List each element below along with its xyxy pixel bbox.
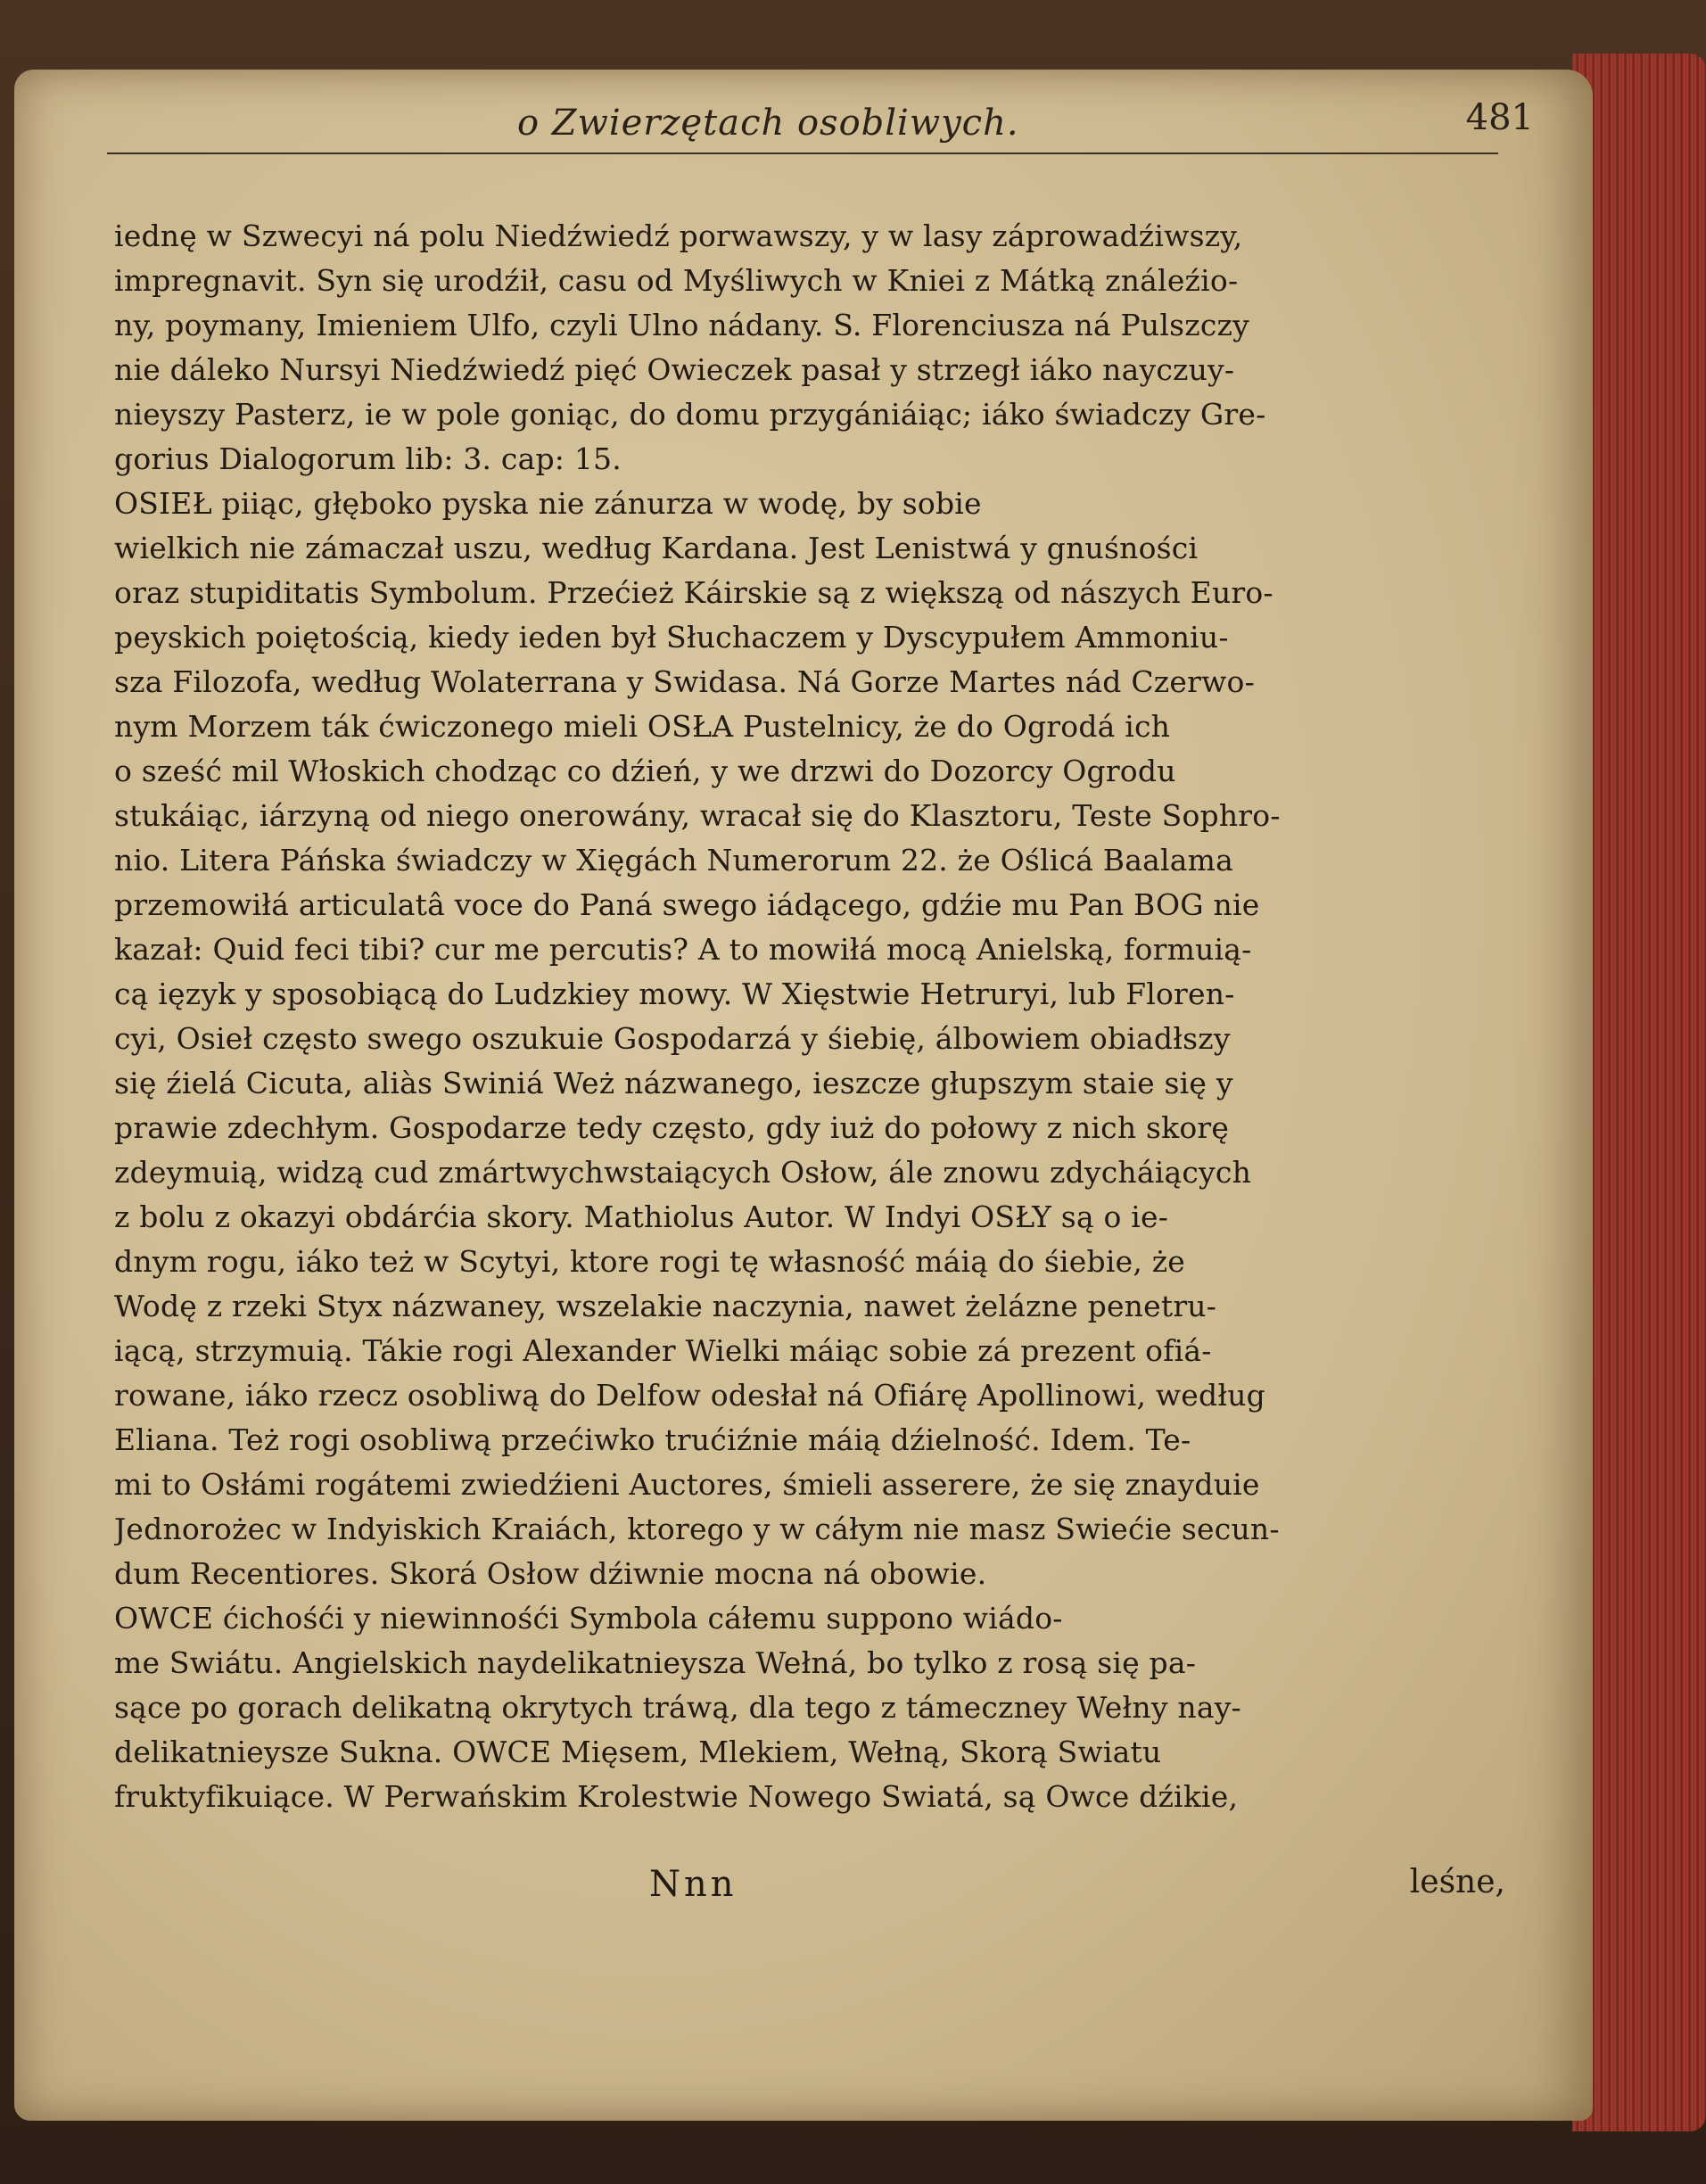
page-footer [114, 1864, 1505, 1917]
text-line: dum Recentiores. Skorá Osłow dźiwnie mocna ná obowie. [114, 1556, 987, 1591]
header-rule [107, 152, 1498, 154]
text-line: nym Morzem ták ćwiczonego mieli OSŁA Pustelnicy, że do Ogrodá ich [114, 709, 1171, 744]
text-line: OSIEŁ piiąc, głęboko pyska nie zánurza w wodę, by sobie [114, 486, 982, 521]
text-line: wielkich nie zámaczał uszu, według Kardana. Jest Lenistwá y gnuśności [114, 531, 1199, 565]
text-line: sące po gorach delikatną okrytych tráwą, dla tego z támeczney Wełny nay- [114, 1690, 1241, 1725]
text-line: OWCE ćichośći y niewinnośći Symbola cáłemu suppono wiádo- [114, 1601, 1063, 1636]
text-line: iednę w Szwecyi ná polu Niedźwiedź porwawszy, y w lasy záprowadźiwszy, [114, 218, 1243, 253]
text-line: cyi, Osieł często swego oszukuie Gospodarzá y śiebię, álbowiem obiadłszy [114, 1021, 1231, 1056]
text-line: sza Filozofa, według Wolaterrana y Swidasa. Ná Gorze Martes nád Czerwo- [114, 664, 1255, 699]
text-line: się źielá Cicuta, aliàs Swiniá Weż názwanego, ieszcze głupszym staie się y [114, 1066, 1233, 1100]
text-line: peyskich poiętością, kiedy ieden był Słuchaczem y Dyscypułem Ammoniu- [114, 620, 1229, 655]
running-head [107, 97, 1534, 156]
text-line: delikatnieysze Sukna. OWCE Mięsem, Mlekiem, Wełną, Skorą Swiatu [114, 1735, 1162, 1769]
page-number: 481 [1465, 97, 1534, 138]
text-line: Jednorożec w Indyiskich Kraiách, ktorego y w cáłym nie masz Swiećie secun- [114, 1512, 1280, 1546]
text-line: cą ięzyk y sposobiącą do Ludzkiey mowy. W Xięstwie Hetruryi, lub Floren- [114, 977, 1235, 1011]
catchword: leśne, [1409, 1864, 1505, 1900]
signature-mark: Nnn [649, 1864, 738, 1905]
text-line: Eliana. Też rogi osobliwą przećiwko trućiźnie máią dźielność. Idem. Te- [114, 1422, 1191, 1457]
text-line: ny, poymany, Imieniem Ulfo, czyli Ulno nádany. S. Florenciusza ná Pulszczy [114, 308, 1249, 342]
text-line: nio. Litera Páńska świadczy w Xięgách Numerorum 22. że Oślicá Baalama [114, 843, 1234, 878]
text-line: mi to Osłámi rogátemi zwiedźieni Auctores, śmieli asserere, że się znayduie [114, 1467, 1260, 1502]
text-line: iącą, strzymuią. Tákie rogi Alexander Wielki máiąc sobie zá prezent ofiá- [114, 1333, 1212, 1368]
text-line: z bolu z okazyi obdárćia skory. Mathiolus Autor. W Indyi OSŁY są o ie- [114, 1199, 1169, 1234]
text-line: me Swiátu. Angielskich naydelikatnieysza Wełná, bo tylko z rosą się pa- [114, 1645, 1197, 1680]
text-line: gorius Dialogorum lib: 3. cap: 15. [114, 441, 622, 476]
text-line: stukáiąc, iárzyną od niego onerowány, wracał się do Klasztoru, Teste Sophro- [114, 798, 1281, 833]
text-line: o sześć mil Włoskich chodząc co dźień, y we drzwi do Dozorcy Ogrodu [114, 754, 1176, 788]
text-line: fruktyfikuiące. W Perwańskim Krolestwie Nowego Swiatá, są Owce dźikie, [114, 1779, 1239, 1814]
running-title: o Zwierzętach osobliwych. [517, 103, 1019, 144]
text-line: Wodę z rzeki Styx názwaney, wszelakie naczynia, nawet żelázne penetru- [114, 1289, 1217, 1323]
text-line: oraz stupiditatis Symbolum. Przećież Káirskie są z większą od nászych Euro- [114, 575, 1273, 610]
text-line: zdeymuią, widzą cud zmártwychwstaiących Osłow, ále znowu zdycháiących [114, 1155, 1252, 1190]
text-line: rowane, iáko rzecz osobliwą do Delfow odesłał ná Ofiárę Apollinowi, według [114, 1378, 1266, 1413]
text-line: prawie zdechłym. Gospodarze tedy często, gdy iuż do połowy z nich skorę [114, 1110, 1230, 1145]
text-line: impregnavit. Syn się urodźił, casu od Myśliwych w Kniei z Mátką ználeźio- [114, 263, 1239, 298]
body-text [114, 214, 1559, 1819]
text-line: kazał: Quid feci tibi? cur me percutis? A to mowiłá mocą Anielską, formuią- [114, 932, 1252, 967]
text-line: nieyszy Pasterz, ie w pole goniąc, do domu przygániáiąc; iáko świadczy Gre- [114, 397, 1266, 432]
text-line: nie dáleko Nursyi Niedźwiedź pięć Owieczek pasał y strzegł iáko nayczuy- [114, 352, 1235, 387]
text-line: dnym rogu, iáko też w Scytyi, ktore rogi tę własność máią do śiebie, że [114, 1244, 1186, 1279]
text-line: przemowiłá articulatâ voce do Paná swego iádącego, gdźie mu Pan BOG nie [114, 887, 1260, 922]
